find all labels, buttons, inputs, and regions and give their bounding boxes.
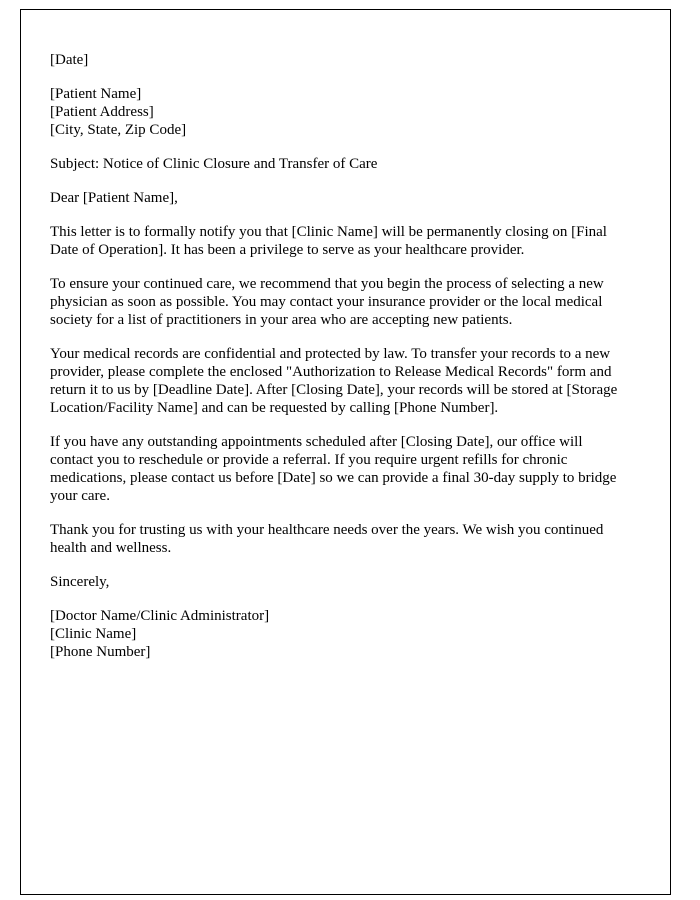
letter-body — [21, 10, 670, 661]
letter-page — [20, 9, 671, 895]
paragraph-closure-notice: This letter is to formally notify you that [Clinic Name] will be permanently closing on [Final Date of Operation]. It has been a privilege to serve as your healthcare provider. — [50, 224, 607, 258]
salutation: Dear [Patient Name], — [50, 190, 178, 206]
recipient-city-state-zip: [City, State, Zip Code] — [50, 122, 187, 138]
recipient-address: [Patient Address] — [50, 104, 154, 120]
date-placeholder: [Date] — [50, 52, 89, 68]
paragraph-medical-records: Your medical records are confidential and protected by law. To transfer your records to a new provider, please complete the enclosed "Authorization to Release Medical Records" form and return it to us by [Deadline Date]. After [Closing Date], your records will be stored at [Storage Location/Facility Name] and can be requested by calling [Phone Number]. — [50, 346, 618, 416]
signature-clinic: [Clinic Name] — [50, 626, 137, 642]
paragraph-thank-you: Thank you for trusting us with your healthcare needs over the years. We wish you continued health and wellness. — [50, 522, 604, 556]
signature-name: [Doctor Name/Clinic Administrator] — [50, 608, 270, 624]
closing: Sincerely, — [50, 574, 110, 590]
subject-line: Subject: Notice of Clinic Closure and Transfer of Care — [50, 156, 378, 172]
recipient-block — [50, 85, 624, 139]
recipient-name: [Patient Name] — [50, 86, 142, 102]
paragraph-appointments-refills: If you have any outstanding appointments scheduled after [Closing Date], our office will contact you to reschedule or provide a referral. If you require urgent refills for chronic medications, please contact us before [Date] so we can provide a final 30-day supply to bridge your care. — [50, 434, 617, 504]
signature-block — [50, 607, 624, 661]
paragraph-continued-care: To ensure your continued care, we recommend that you begin the process of selecting a new physician as soon as possible. You may contact your insurance provider or the local medical society for a list of practitioners in your area who are accepting new patients. — [50, 276, 604, 328]
signature-phone: [Phone Number] — [50, 644, 151, 660]
